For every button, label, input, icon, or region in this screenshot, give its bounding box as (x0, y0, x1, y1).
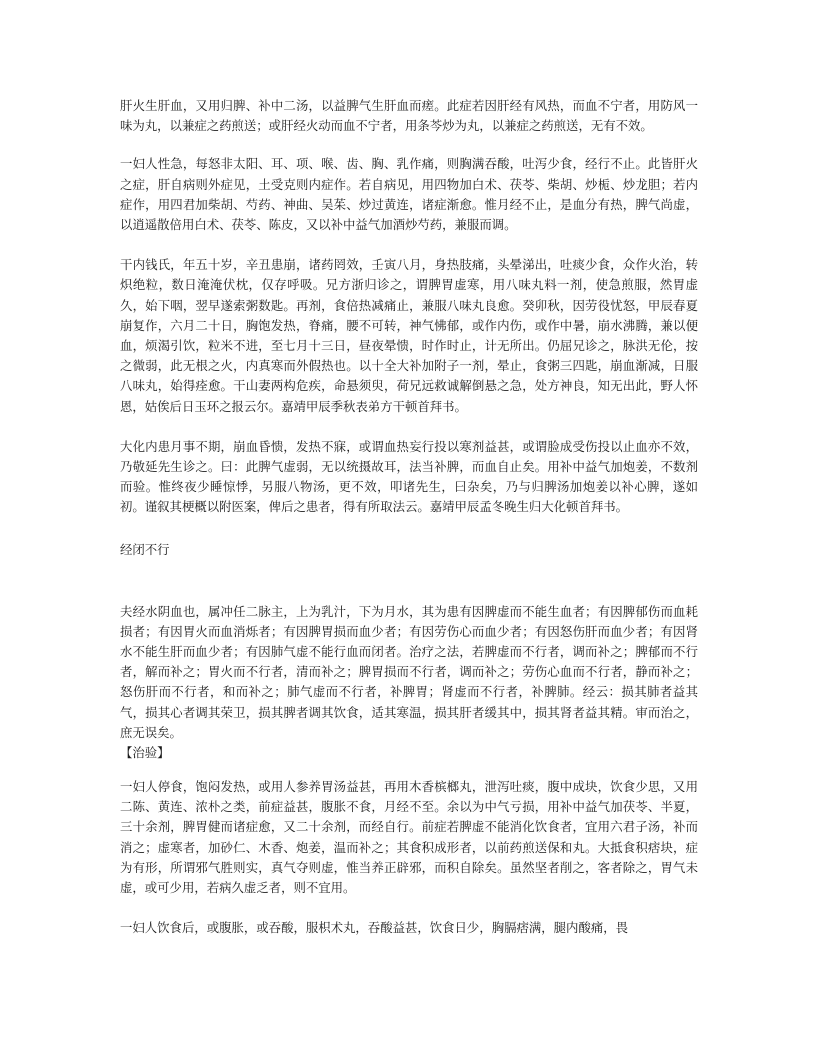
paragraph-quick-temper-case: 一妇人性急，每怒非太阳、耳、项、喉、齿、胸、乳作痛，则胸满吞酸，吐泻少食，经行不止。此皆肝火之症，肝自病则外症见，土受克则内症作。若自病见，用四物加白术、茯苓、柴胡、炒栀、炒龙胆；若内症作，用四君加柴胡、芍药、神曲、吴茱、炒过黄连，诸症渐愈。惟月经不止，是血分有热，脾气尚虚，以逍遥散倍用白术、茯苓、陈皮，又以补中益气加酒炒芍药，兼服而调。 (120, 156, 698, 233)
case-records-label: 【治验】 (120, 745, 170, 761)
paragraph-bloating-case: 一妇人饮食后，或腹胀，或吞酸，服枳术丸，吞酸益甚，饮食日少，胸膈痞满，腿内酸痛，畏 (120, 920, 629, 936)
paragraph-liver-fire: 肝火生肝血，又用归脾、补中二汤，以益脾气生肝血而瘥。此症若因肝经有风热，而血不宁者，用防风一味为丸，以兼症之药煎送；或肝经火动而血不宁者，用条芩炒为丸，以兼症之药煎送，无有不效。 (120, 98, 698, 134)
paragraph-dahua-case-letter: 大化内患月事不期，崩血昏愦，发热不寐，或谓血热妄行投以寒剂益甚，或谓脸成受伤投以止血亦不效，乃敬延先生诊之。曰：此脾气虚弱，无以统摄故耳，法当补脾，而血自止矣。用补中益气加炮姜，不数剂而验。惟终夜少睡惊悸，另服八物汤，更不效，叩诸先生，曰杂矣，乃与归脾汤加炮姜以补心脾，遂如初。谨叙其梗概以附医案，俾后之患者，得有所取法云。嘉靖甲辰孟冬晚生归大化顿首拜书。 (120, 438, 698, 515)
paragraph-food-stagnation-case: 一妇人停食，饱闷发热，或用人参养胃汤益甚，再用木香槟榔丸，泄泻吐痰，腹中成块，饮食少思，又用二陈、黄连、浓朴之类，前症益甚，腹胀不食，月经不至。余以为中气亏损，用补中益气加茯苓、半夏，三十余剂，脾胃健而诸症愈，又二十余剂，而经自行。前症若脾虚不能消化饮食者，宜用六君子汤，补而消之；虚寒者，加砂仁、木香、炮姜，温而补之；其食积成形者，以前药煎送保和丸。大抵食积痞块，症为有形，所谓邪气胜则实，真气夺则虚，惟当养正辟邪，而积自除矣。虽然坚者削之，客者除之，胃气未虚，或可少用，若病久虚乏者，则不宜用。 (120, 779, 698, 896)
section-heading: 经闭不行 (120, 541, 170, 557)
document-page (120, 96, 698, 939)
paragraph-qian-case-letter: 干内钱氏，年五十岁，辛丑患崩，诸药罔效，壬寅八月，身热肢痛，头晕涕出，吐痰少食，众作火治，转炽绝粒，数日淹淹伏枕，仅存呼吸。兄方浙归诊之，谓脾胃虚寒，用八味丸料一剂，使急煎服，然胃虚久，始下咽，翌早遂索粥数匙。再剂，食倍热减痛止，兼服八味丸良愈。癸卯秋，因劳役忧怒，甲辰春夏崩复作，六月二十日，胸饱发热，脊痛，腰不可转，神气怫郁，或作内伤，或作中暑，崩水沸腾，兼以便血，烦渴引饮，粒米不进，至七月十三日，昼夜晕愦，时作时止，计无所出。仍屈兄诊之，脉洪无伦，按之微弱，此无根之火，内真寒而外假热也。以十全大补加附子一剂，晕止，食粥三四匙，崩血渐减，日服八味丸，始得痊愈。干山妻两构危疾，命悬须臾，荷兄远救诚解倒悬之急，处方神良，知无出此，野人怀恩，姑俟后日玉环之报云尔。嘉靖甲辰季秋表弟方干顿首拜书。 (120, 257, 698, 414)
paragraph-amenorrhea-theory: 夫经水阴血也，属冲任二脉主，上为乳汁，下为月水，其为患有因脾虚而不能生血者；有因脾郁伤而血耗损者；有因胃火而血消烁者；有因脾胃损而血少者；有因劳伤心而血少者；有因怒伤肝而血少者；有因肾水不能生肝而血少者；有因肺气虚不能行血而闭者。治疗之法，若脾虚而不行者，调而补之；脾郁而不行者，解而补之；胃火而不行者，清而补之；脾胃损而不行者，调而补之；劳伤心血而不行者，静而补之；怒伤肝而不行者，和而补之；肺气虚而不行者，补脾胃；肾虚而不行者，补脾肺。经云：损其肺者益其气，损其心者调其荣卫，损其脾者调其饮食，适其寒温，损其肝者缓其中，损其肾者益其精。审而治之，庶无误矣。 (120, 603, 698, 740)
